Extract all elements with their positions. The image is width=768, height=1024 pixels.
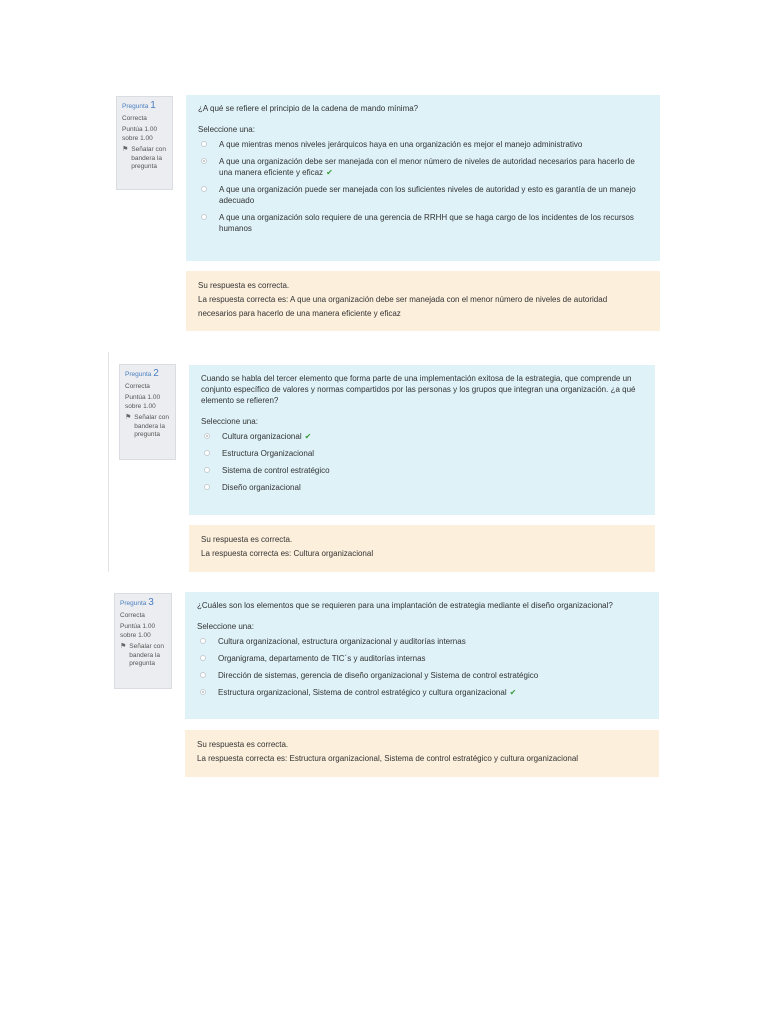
answer-option[interactable]: A que una organización debe ser manejada con el menor número de niveles de autoridad necesarios para hacerlo de una manera eficiente y eficaz ✔ (198, 156, 648, 178)
flag-question-link[interactable] (120, 643, 167, 669)
question-formulation (186, 95, 660, 261)
answer-option[interactable]: Cultura organizacional ✔ (201, 431, 643, 442)
question-text: Cuando se habla del tercer elemento que forma parte de una implementación exitosa de la estrategia, que comprende un conjunto específico de valores y normas compartidos por las personas y los grupos que integran una organización. ¿a qué elemento se refieren? (201, 374, 636, 405)
question-state: Correcta (120, 611, 145, 619)
radio-button-selected[interactable] (200, 689, 206, 695)
answer-prompt: Seleccione una: (198, 125, 255, 134)
flag-label: Señalar con bandera la pregunta (131, 146, 166, 170)
feedback-correct-answer: La respuesta correcta es: A que una organización debe ser manejada con el menor número de niveles de autoridad necesarios para hacerlo de una manera eficiente y eficaz (198, 295, 608, 318)
question-info (119, 364, 176, 460)
flag-icon: ⚑ (125, 414, 132, 421)
question-text: ¿Cuáles son los elementos que se requieren para una implantación de estrategia mediante el diseño organizacional? (197, 601, 613, 610)
answer-option[interactable]: Diseño organizacional (201, 482, 643, 493)
feedback-status: Su respuesta es correcta. (201, 535, 293, 544)
question-info (116, 96, 173, 190)
question-grade: Puntúa 1.00 sobre 1.00 (125, 394, 161, 410)
flag-label: Señalar con bandera la pregunta (129, 643, 164, 667)
answer-option[interactable]: A que una organización puede ser manejada con los suficientes niveles de autoridad y esto es garantía de un manejo adecuado (198, 184, 648, 206)
radio-button[interactable] (204, 484, 210, 490)
feedback-correct-answer: La respuesta correcta es: Cultura organizacional (201, 549, 374, 558)
question-info (114, 593, 172, 689)
question-grade: Puntúa 1.00 sobre 1.00 (120, 623, 156, 639)
answer-option[interactable]: Estructura Organizacional (201, 448, 643, 459)
flag-question-link[interactable] (125, 414, 171, 440)
answer-option[interactable]: Dirección de sistemas, gerencia de diseño organizacional y Sistema de control estratégico (197, 670, 647, 681)
feedback-status: Su respuesta es correcta. (198, 281, 290, 290)
answer-option[interactable]: Cultura organizacional, estructura organizacional y auditorías internas (197, 636, 647, 647)
radio-button[interactable] (204, 450, 210, 456)
radio-button[interactable] (201, 214, 207, 220)
radio-button[interactable] (200, 655, 206, 661)
answer-option[interactable]: A que mientras menos niveles jerárquicos haya en una organización es mejor el manejo administrativo (198, 139, 648, 150)
question-feedback (185, 730, 659, 777)
radio-button[interactable] (201, 141, 207, 147)
question-state: Correcta (122, 114, 147, 122)
answer-prompt: Seleccione una: (197, 622, 254, 631)
feedback-status: Su respuesta es correcta. (197, 740, 289, 749)
separator-line (108, 352, 109, 572)
flag-label: Señalar con bandera la pregunta (134, 414, 169, 438)
flag-icon: ⚑ (120, 643, 127, 650)
radio-button-selected[interactable] (201, 158, 207, 164)
radio-button[interactable] (200, 672, 206, 678)
question-text: ¿A qué se refiere el principio de la cadena de mando mínima? (198, 104, 419, 113)
answer-option[interactable]: Organigrama, departamento de TIC´s y auditorías internas (197, 653, 647, 664)
question-number: Pregunta 2 (125, 368, 159, 379)
check-icon: ✔ (304, 432, 312, 441)
radio-button-selected[interactable] (204, 433, 210, 439)
question-feedback (186, 271, 660, 331)
answer-option[interactable]: Estructura organizacional, Sistema de control estratégico y cultura organizacional ✔ (197, 687, 647, 698)
flag-question-link[interactable] (122, 146, 168, 172)
answer-prompt: Seleccione una: (201, 417, 258, 426)
answer-option[interactable]: Sistema de control estratégico (201, 465, 643, 476)
question-formulation (185, 592, 659, 719)
feedback-correct-answer: La respuesta correcta es: Estructura organizacional, Sistema de control estratégico y cultura organizacional (197, 754, 579, 763)
check-icon: ✔ (509, 688, 517, 697)
question-feedback (189, 525, 655, 572)
question-formulation (189, 365, 655, 515)
check-icon: ✔ (326, 168, 333, 177)
question-grade: Puntúa 1.00 sobre 1.00 (122, 126, 158, 142)
question-state: Correcta (125, 382, 150, 390)
radio-button[interactable] (204, 467, 210, 473)
flag-icon: ⚑ (122, 146, 129, 153)
answer-option[interactable]: A que una organización solo requiere de una gerencia de RRHH que se haga cargo de los incidentes de los recursos humanos (198, 212, 648, 234)
question-number: Pregunta 1 (122, 100, 156, 111)
radio-button[interactable] (200, 638, 206, 644)
question-number: Pregunta 3 (120, 597, 154, 608)
radio-button[interactable] (201, 186, 207, 192)
